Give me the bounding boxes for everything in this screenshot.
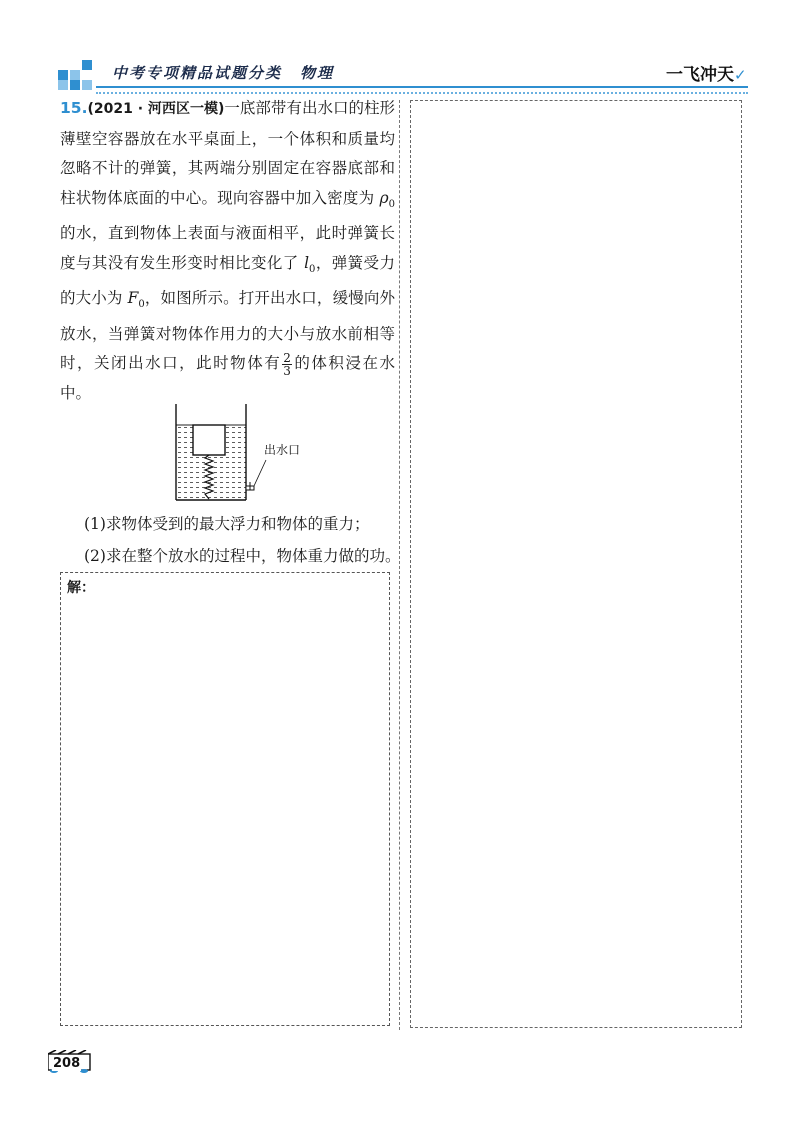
header-title <box>112 62 334 83</box>
container-diagram <box>160 400 320 510</box>
page-header <box>0 0 800 100</box>
question-source: (2021 · 河西区一模) <box>87 101 225 117</box>
logo-squares-icon <box>58 60 94 90</box>
rho-subscript: 0 <box>388 198 395 210</box>
sub-question-2: (2)求在整个放水的过程中，物体重力做的功。 <box>84 547 401 565</box>
question-15 <box>60 94 395 408</box>
sub-question-1: (1)求物体受到的最大浮力和物体的重力； <box>84 515 370 533</box>
question-text-5: 的体积浸在水中。 <box>60 354 395 402</box>
f-symbol: F <box>127 289 139 308</box>
header-brand <box>666 60 747 85</box>
answer-label: 解： <box>67 580 95 596</box>
question-text-1: 一底部带有出水口的柱形薄壁空容器放在水平桌面上，一个体积和质量均忽略不计的弹簧，其两端分别固定在容器底部和柱状物体底面的中心。现向容器中加入密度为 <box>60 99 395 207</box>
l-symbol: l <box>304 253 310 272</box>
fraction-denominator: 3 <box>283 363 291 378</box>
column-divider <box>399 100 400 1030</box>
brand-text: 一飞冲天 <box>666 65 734 85</box>
page-number-badge <box>48 1050 92 1074</box>
right-answer-box[interactable] <box>410 100 742 1028</box>
question-text-3: ，弹簧受力的大小为 <box>60 253 395 308</box>
container-diagram-svg <box>160 400 320 510</box>
outlet-label: 出水口 <box>264 443 301 457</box>
check-icon: ✓ <box>734 66 747 84</box>
f-subscript: 0 <box>138 299 145 311</box>
outlet-pointer <box>254 460 266 486</box>
fraction-two-thirds <box>282 352 292 377</box>
fraction-numerator: 2 <box>283 350 291 365</box>
l-subscript: 0 <box>309 263 316 275</box>
question-number: 15. <box>60 99 88 117</box>
page-number: 208 <box>53 1056 81 1071</box>
question-text-4: ，如图所示。打开出水口，缓慢向外放水，当弹簧对物体作用力的大小与放水前相等时，关闭出水口，此时物体有 <box>60 289 395 373</box>
header-book-title: 中考专项精品试题分类 <box>112 64 283 82</box>
answer-box[interactable] <box>60 572 390 1026</box>
question-text-2: 的水，直到物体上表面与液面相平，此时弹簧长度与其没有发生形变时相比变化了 <box>60 224 395 272</box>
rho-symbol: ρ <box>379 188 389 207</box>
header-rule <box>96 86 748 88</box>
block-object <box>193 425 225 455</box>
header-subject: 物理 <box>300 64 335 82</box>
